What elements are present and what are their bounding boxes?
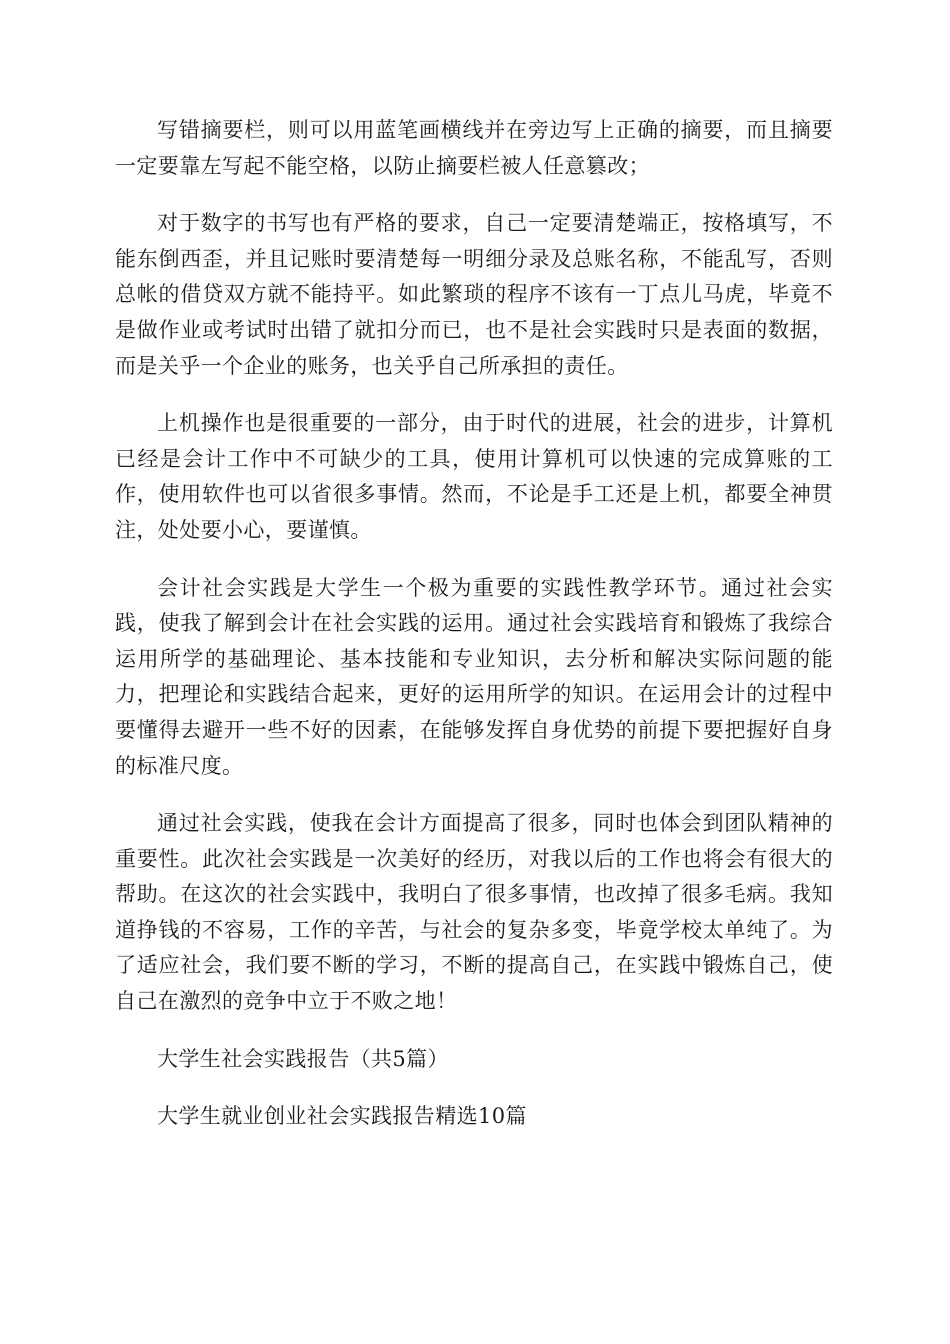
paragraph-accounting-practice: 会计社会实践是大学生一个极为重要的实践性教学环节。通过社会实践，使我了解到会计在社会实践的运用。通过社会实践培育和锻炼了我综合运用所学的基础理论、基本技能和专业知识，去分析和解决实际问题的能力，把理论和实践结合起来，更好的运用所学的知识。在运用会计的过程中要懂得去避开一些不好的因素，在能够发挥自身优势的前提下要把握好自身的标准尺度。: [115, 575, 833, 778]
paragraph-conclusion: 通过社会实践，使我在会计方面提高了很多，同时也体会到团队精神的重要性。此次社会实践是一次美好的经历，对我以后的工作也将会有很大的帮助。在这次的社会实践中，我明白了很多事情，也改掉了很多毛病。我知道挣钱的不容易，工作的辛苦，与社会的复杂多变，毕竟学校太单纯了。为了适应社会，我们要不断的学习，不断的提高自己，在实践中锻炼自己，使自己在激烈的竞争中立于不败之地！: [115, 811, 833, 1014]
document-page: [115, 113, 833, 1157]
related-title-1[interactable]: 大学生社会实践报告（共5篇）: [157, 1046, 449, 1071]
paragraph-computer-operation: 上机操作也是很重要的一部分，由于时代的进展，社会的进步，计算机已经是会计工作中不可缺少的工具，使用计算机可以快速的完成算账的工作，使用软件也可以省很多事情。然而，不论是手工还是上机，都要全神贯注，处处要小心，要谨慎。: [115, 411, 833, 542]
related-title-2[interactable]: 大学生就业创业社会实践报告精选10篇: [157, 1104, 527, 1129]
paragraph-summary-correction: 写错摘要栏，则可以用蓝笔画横线并在旁边写上正确的摘要，而且摘要一定要靠左写起不能空格，以防止摘要栏被人任意篡改；: [115, 118, 833, 178]
paragraph-number-writing: 对于数字的书写也有严格的要求，自己一定要清楚端正，按格填写，不能东倒西歪，并且记账时要清楚每一明细分录及总账名称，不能乱写，否则总帐的借贷双方就不能持平。如此繁琐的程序不该有一丁点儿马虎，毕竟不是做作业或考试时出错了就扣分而已，也不是社会实践时只是表面的数据，而是关乎一个企业的账务，也关乎自己所承担的责任。: [115, 211, 833, 378]
